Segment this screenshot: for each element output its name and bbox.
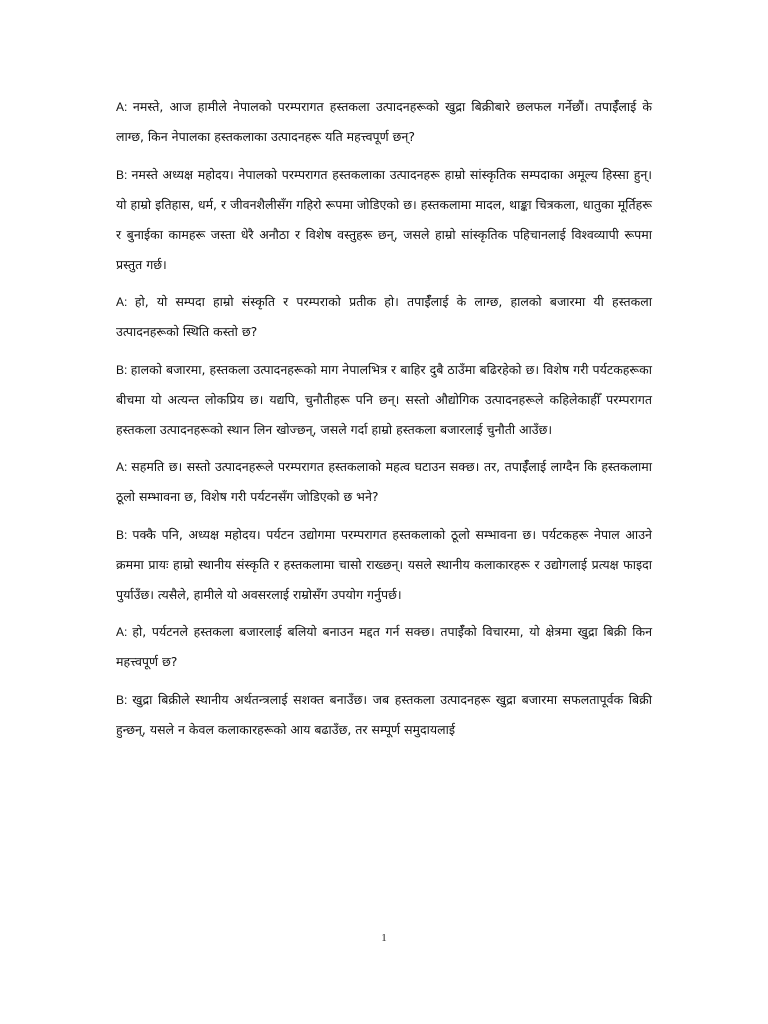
speaker-label: A xyxy=(116,295,125,309)
paragraph-text: हो, यो सम्पदा हाम्रो संस्कृति र परम्पराको प्रतीक हो। तपाईँलाई के लाग्छ, हालको बजारमा यी हस्तकला उत्पादनहरूको स्थिति कस्तो छ? xyxy=(116,294,652,339)
dialogue-paragraph: A: हो, यो सम्पदा हाम्रो संस्कृति र परम्पराको प्रतीक हो। तपाईँलाई के लाग्छ, हालको बजारमा यी हस्तकला उत्पादनहरूको स्थिति कस्तो छ? xyxy=(116,294,652,339)
dialogue-paragraph: B: पक्कै पनि, अध्यक्ष महोदय। पर्यटन उद्योगमा परम्परागत हस्तकलाको ठूलो सम्भावना छ। पर्यटकहरू नेपाल आउने क्रममा प्रायः हाम्रो स्थानीय संस्कृति र हस्तकलामा चासो राख्छन्। यसले स्थानीय कलाकारहरू र उद्योगलाई प्रत्यक्ष फाइदा पुर्याउँछ। त्यसैले, हामीले यो अवसरलाई राम्रोसँग उपयोग गर्नुपर्छ। xyxy=(116,526,652,602)
dialogue-paragraph: A: सहमति छ। सस्तो उत्पादनहरूले परम्परागत हस्तकलाको महत्व घटाउन सक्छ। तर, तपाईँलाई लाग्दैन कि हस्तकलामा ठूलो सम्भावना छ, विशेष गरी पर्यटनसँग जोडिएको छ भने? xyxy=(116,459,653,504)
paragraph-text: नमस्ते, आज हामीले नेपालको परम्परागत हस्तकला उत्पादनहरूको खुद्रा बिक्रीबारे छलफल गर्नेछौं। तपाईँलाई के लाग्छ, किन नेपालका हस्तकलाका उत्पादनहरू यति महत्त्वपूर्ण छन्? xyxy=(116,99,653,144)
speaker-label: A xyxy=(116,625,125,639)
speaker-label: A xyxy=(116,100,125,114)
dialogue-body xyxy=(116,92,652,752)
paragraph-text: हालको बजारमा, हस्तकला उत्पादनहरूको माग नेपालभित्र र बाहिर दुबै ठाउँमा बढिरहेको छ। विशेष गरी पर्यटकहरूका बीचमा यो अत्यन्त लोकप्रिय छ। यद्यपि, चुनौतीहरू पनि छन्। सस्तो औद्योगिक उत्पादनहरूले कहिलेकाहीँ परम्परागत हस्तकला उत्पादनहरूको स्थान लिन खोज्छन्, जसले गर्दा हाम्रो हस्तकला बजारलाई चुनौती आउँछ। xyxy=(116,361,652,437)
paragraph-text: हो, पर्यटनले हस्तकला बजारलाई बलियो बनाउन मद्दत गर्न सक्छ। तपाईँको विचारमा, यो क्षेत्रमा खुद्रा बिक्री किन महत्त्वपूर्ण छ? xyxy=(116,624,653,669)
speaker-label: B xyxy=(116,527,125,542)
paragraph-text: खुद्रा बिक्रीले स्थानीय अर्थतन्त्रलाई सशक्त बनाउँछ। जब हस्तकला उत्पादनहरू खुद्रा बजारमा सफलतापूर्वक बिक्री हुन्छन्, यसले न केवल कलाकारहरूको आय बढाउँछ, तर सम्पूर्ण समुदायलाई xyxy=(116,691,652,737)
paragraph-text: पक्कै पनि, अध्यक्ष महोदय। पर्यटन उद्योगमा परम्परागत हस्तकलाको ठूलो सम्भावना छ। पर्यटकहरू नेपाल आउने क्रममा प्रायः हाम्रो स्थानीय संस्कृति र हस्तकलामा चासो राख्छन्। यसले स्थानीय कलाकारहरू र उद्योगलाई प्रत्यक्ष फाइदा पुर्याउँछ। त्यसैले, हामीले यो अवसरलाई राम्रोसँग उपयोग गर्नुपर्छ। xyxy=(116,526,652,602)
dialogue-paragraph: A: हो, पर्यटनले हस्तकला बजारलाई बलियो बनाउन मद्दत गर्न सक्छ। तपाईँको विचारमा, यो क्षेत्रमा खुद्रा बिक्री किन महत्त्वपूर्ण छ? xyxy=(116,624,653,669)
paragraph-text: नमस्ते अध्यक्ष महोदय। नेपालको परम्परागत हस्तकलाका उत्पादनहरू हाम्रो सांस्कृतिक सम्पदाका अमूल्य हिस्सा हुन्। यो हाम्रो इतिहास, धर्म, र जीवनशैलीसँग गहिरो रूपमा जोडिएको छ। हस्तकलामा मादल, थाङ्का चित्रकला, धातुका मूर्तिहरू र बुनाईका कामहरू जस्ता धेरै अनौठा र विशेष वस्तुहरू छन्, जसले हाम्रो सांस्कृतिक पहिचानलाई विश्वव्यापी रूपमा प्रस्तुत गर्छ। xyxy=(116,166,653,272)
dialogue-paragraph: B: नमस्ते अध्यक्ष महोदय। नेपालको परम्परागत हस्तकलाका उत्पादनहरू हाम्रो सांस्कृतिक सम्पदाका अमूल्य हिस्सा हुन्। यो हाम्रो इतिहास, धर्म, र जीवनशैलीसँग गहिरो रूपमा जोडिएको छ। हस्तकलामा मादल, थाङ्का चित्रकला, धातुका मूर्तिहरू र बुनाईका कामहरू जस्ता धेरै अनौठा र विशेष वस्तुहरू छन्, जसले हाम्रो सांस्कृतिक पहिचानलाई विश्वव्यापी रूपमा प्रस्तुत गर्छ। xyxy=(116,166,653,272)
speaker-label: B xyxy=(116,167,125,182)
speaker-label: B xyxy=(116,692,125,707)
paragraph-text: सहमति छ। सस्तो उत्पादनहरूले परम्परागत हस्तकलाको महत्व घटाउन सक्छ। तर, तपाईँलाई लाग्दैन कि हस्तकलामा ठूलो सम्भावना छ, विशेष गरी पर्यटनसँग जोडिएको छ भने? xyxy=(116,459,653,504)
dialogue-paragraph: B: हालको बजारमा, हस्तकला उत्पादनहरूको माग नेपालभित्र र बाहिर दुबै ठाउँमा बढिरहेको छ। विशेष गरी पर्यटकहरूका बीचमा यो अत्यन्त लोकप्रिय छ। यद्यपि, चुनौतीहरू पनि छन्। सस्तो औद्योगिक उत्पादनहरूले कहिलेकाहीँ परम्परागत हस्तकला उत्पादनहरूको स्थान लिन खोज्छन्, जसले गर्दा हाम्रो हस्तकला बजारलाई चुनौती आउँछ। xyxy=(116,361,652,437)
page-number: 1 xyxy=(381,932,387,944)
dialogue-paragraph: B: खुद्रा बिक्रीले स्थानीय अर्थतन्त्रलाई सशक्त बनाउँछ। जब हस्तकला उत्पादनहरू खुद्रा बजारमा सफलतापूर्वक बिक्री हुन्छन्, यसले न केवल कलाकारहरूको आय बढाउँछ, तर सम्पूर्ण समुदायलाई xyxy=(116,691,652,737)
speaker-label: A xyxy=(116,460,125,474)
dialogue-paragraph: A: नमस्ते, आज हामीले नेपालको परम्परागत हस्तकला उत्पादनहरूको खुद्रा बिक्रीबारे छलफल गर्नेछौं। तपाईँलाई के लाग्छ, किन नेपालका हस्तकलाका उत्पादनहरू यति महत्त्वपूर्ण छन्? xyxy=(116,99,653,144)
speaker-label: B xyxy=(116,362,125,377)
